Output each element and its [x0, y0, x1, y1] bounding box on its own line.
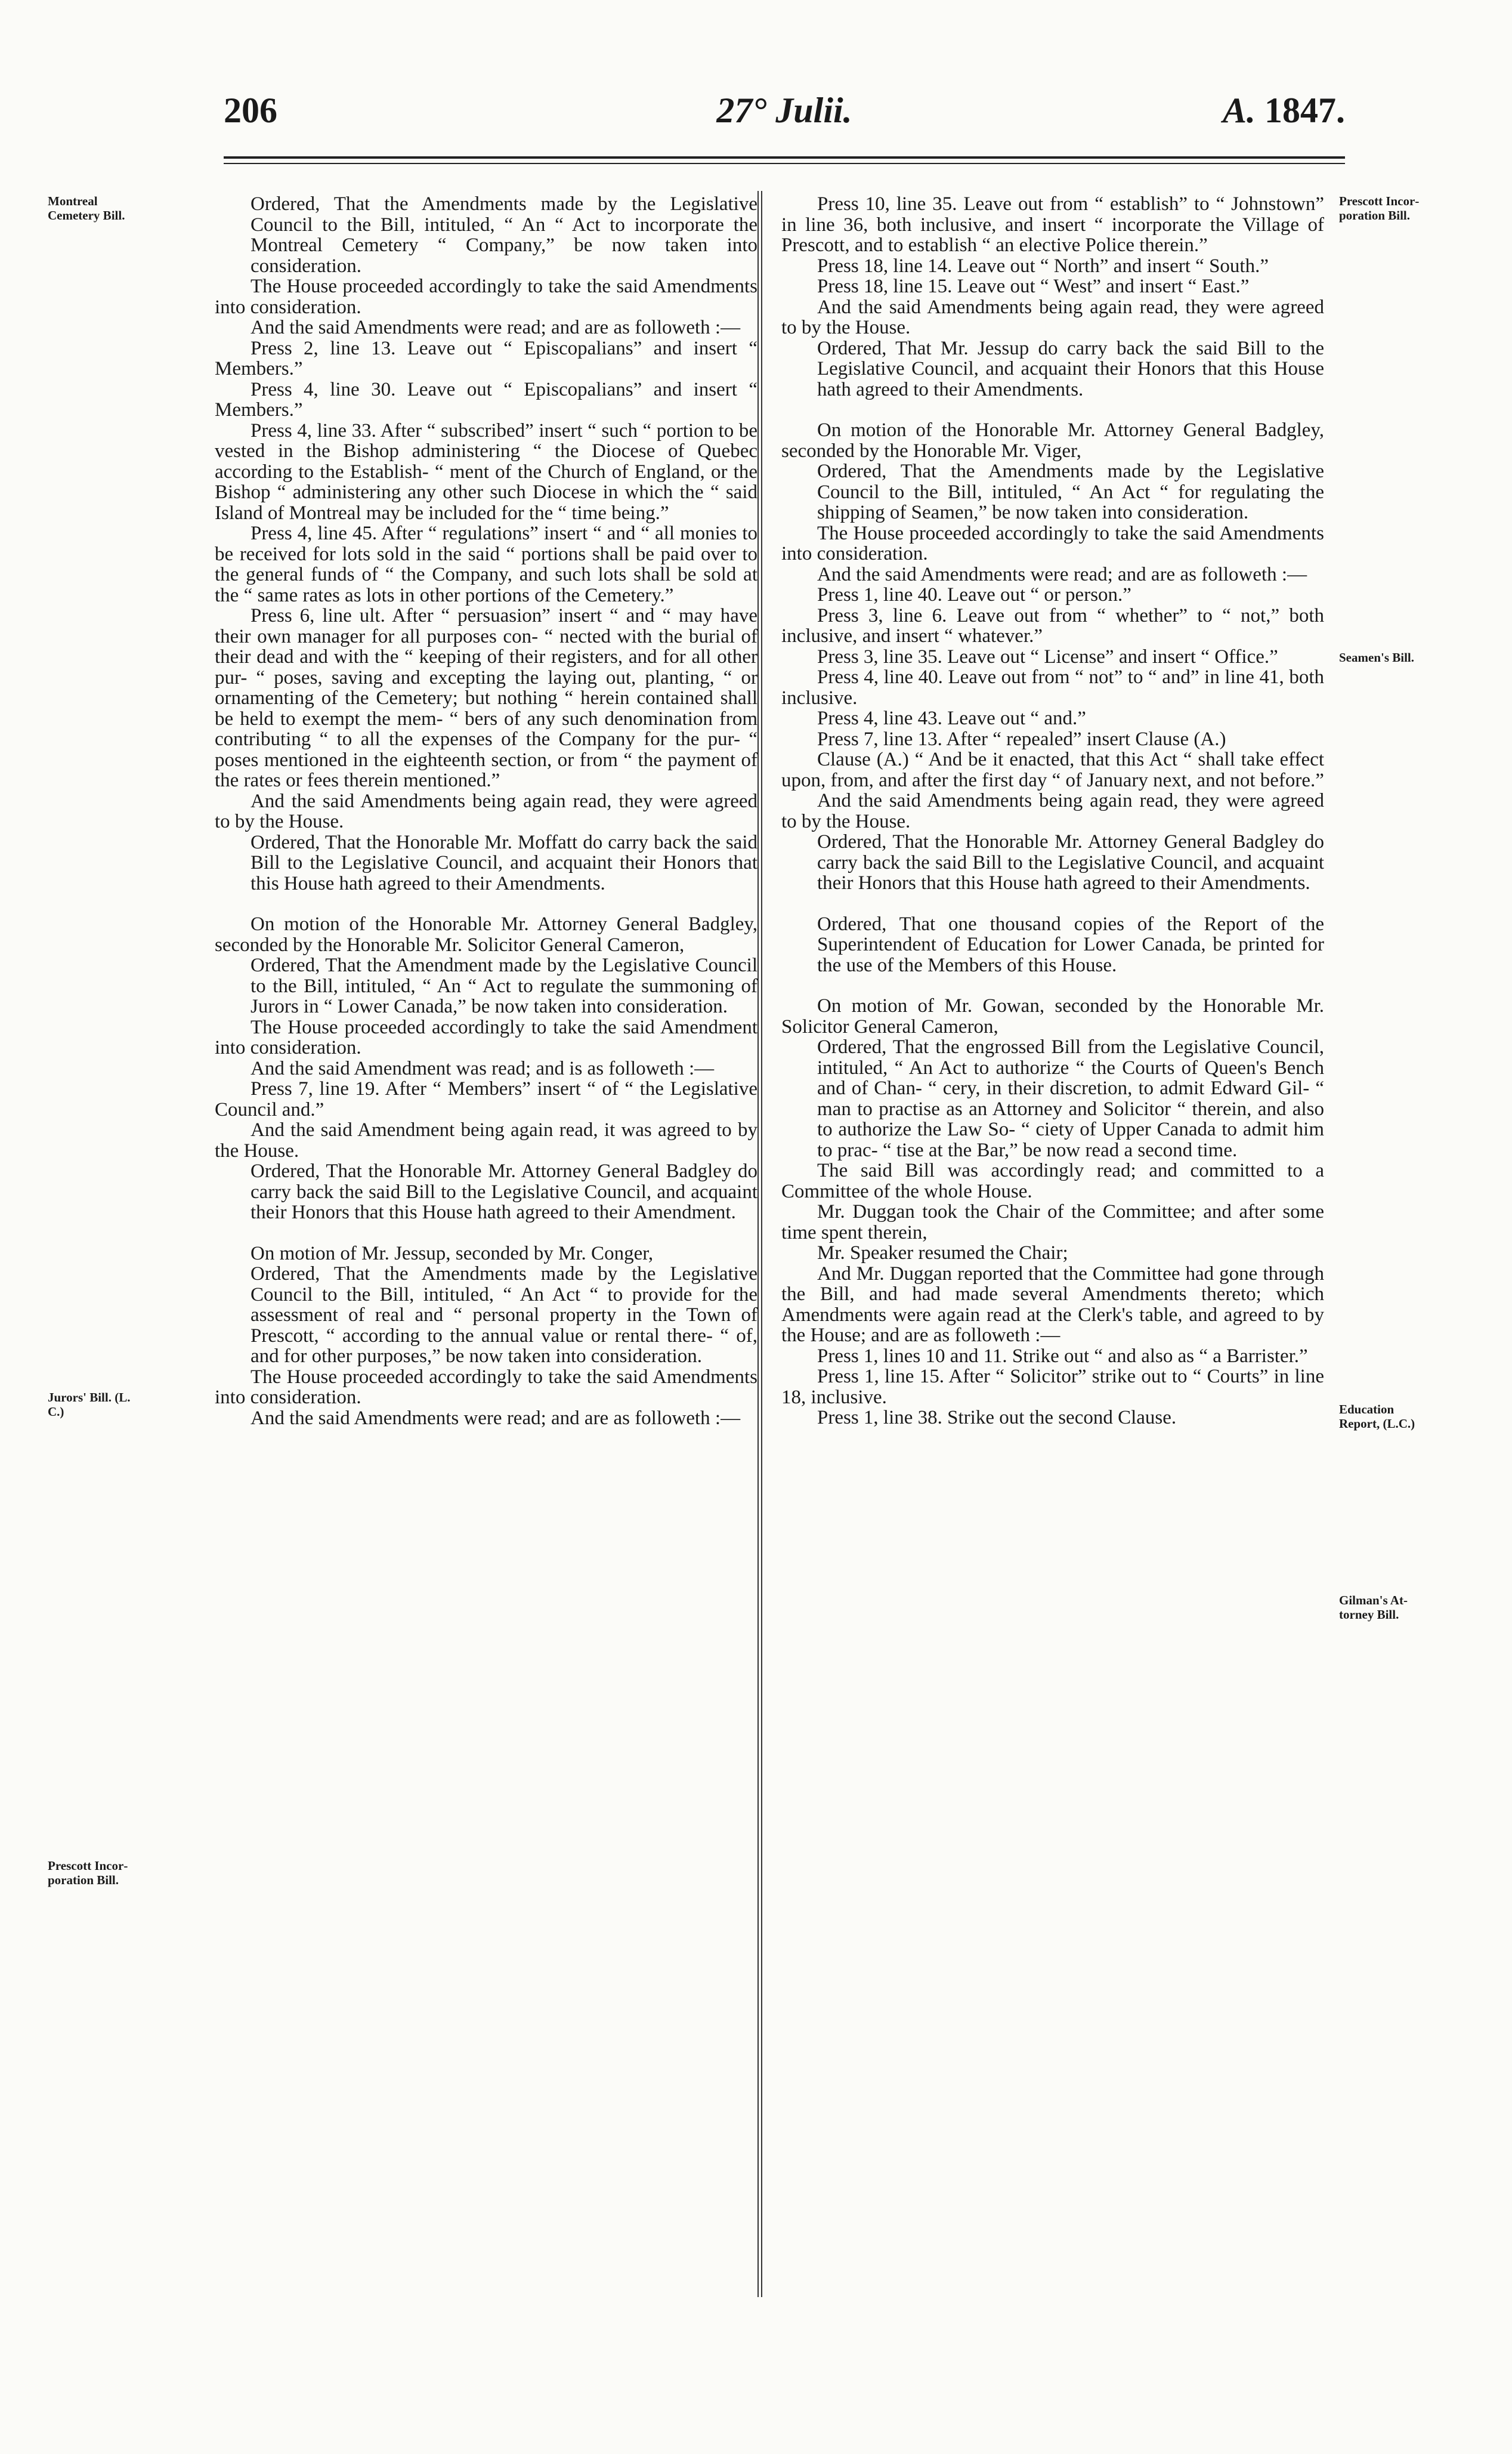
margin-note-left-3: Prescott Incorporation Bill.: [48, 1859, 128, 1887]
header-rule: [224, 156, 1345, 159]
paragraph: Ordered, That the Amendments made by the Legislative Council to the Bill, intituled, “ An Act “ to provide for the assessment of real and “ personal property in the Town of Prescott, “ according to the annual value or rental there- “ of, and for other purposes,” be now taken into consideration.: [251, 1263, 757, 1367]
paragraph: Ordered, That the engrossed Bill from the Legislative Council, intituled, “ An Act to authorize “ the Courts of Queen's Bench and of Chan- “ cery, in their discretion, to admit Edward Gil- “ man to practise as an Attorney and Solicitor “ therein, and also to authorize the Law So- “ ciety of Upper Canada to admit him to prac- “ tise at the Bar,” be now read a second time.: [817, 1036, 1324, 1161]
paragraph: And the said Amendments being again read, they were agreed to by the House.: [215, 790, 757, 832]
paragraph: Ordered, That the Amendments made by the Legislative Council to the Bill, intituled, “ An Act “ for regulating the shipping of Seamen,” be now taken into consideration.: [817, 461, 1324, 523]
paragraph: And the said Amendments being again read, they were agreed to by the House.: [781, 790, 1324, 832]
paragraph: On motion of the Honorable Mr. Attorney General Badgley, seconded by the Honorable Mr. Viger,: [781, 419, 1324, 462]
paragraph: And the said Amendments were read; and are as followeth :—: [817, 563, 1307, 585]
margin-note-right-4: Gilman's Attorney Bill.: [1339, 1593, 1408, 1622]
paragraph: Mr. Duggan took the Chair of the Committee; and after some time spent therein,: [781, 1201, 1324, 1243]
margin-note-left-1: Montreal Cemetery Bill.: [48, 194, 125, 223]
paragraph: Press 1, line 38. Strike out the second Clause.: [817, 1407, 1177, 1428]
paragraph: Ordered, That the Honorable Mr. Moffatt do carry back the said Bill to the Legislative Council, and acquaint their Honors that this House hath agreed to their Amendments.: [251, 831, 757, 894]
paragraph: Press 4, line 30. Leave out “ Episcopalians” and insert “ Members.”: [215, 378, 757, 421]
margin-note-left-2: Jurors' Bill. (L. C.): [48, 1390, 131, 1419]
margin-note-right-2: Seamen's Bill.: [1339, 650, 1415, 665]
paragraph: Press 18, line 15. Leave out “ West” and insert “ East.”: [817, 276, 1250, 297]
paragraph: Ordered, That the Amendments made by the Legislative Council to the Bill, intituled, “ An “ Act to incorporate the Montreal Cemetery “ Company,” be now taken into consideration.: [251, 193, 757, 277]
margin-note-right-1: Prescott Incorporation Bill.: [1339, 194, 1420, 223]
paragraph: Press 10, line 35. Leave out from “ establish” to “ Johnstown” in line 36, both inclusive, and insert “ incorporate the Village of Prescott, and to establish “ an elective Police therein.”: [781, 193, 1324, 256]
paragraph: On motion of Mr. Gowan, seconded by the Honorable Mr. Solicitor General Cameron,: [781, 995, 1324, 1038]
paragraph: Press 4, line 40. Leave out from “ not” to “ and” in line 41, both inclusive.: [781, 666, 1324, 709]
paragraph: And the said Amendments being again read, they were agreed to by the House.: [781, 296, 1324, 338]
paragraph: Press 7, line 13. After “ repealed” insert Clause (A.): [817, 728, 1226, 750]
paragraph: The House proceeded accordingly to take the said Amendment into consideration.: [215, 1016, 757, 1058]
left-column: [215, 194, 757, 1428]
page-year: [1223, 89, 1345, 131]
paragraph: Ordered, That Mr. Jessup do carry back the said Bill to the Legislative Council, and acquaint their Honors that this House hath agreed to their Amendments.: [817, 337, 1324, 400]
paragraph: Press 4, line 45. After “ regulations” insert “ and “ all monies to be received for lots sold in the said “ portions shall be paid over to the general funds of “ the Company, and such lots shall be sold at the “ same rates as lots in other portions of the Cemetery.”: [215, 523, 757, 606]
paragraph: The said Bill was accordingly read; and committed to a Committee of the whole House.: [781, 1160, 1324, 1202]
paragraph: Press 4, line 43. Leave out “ and.”: [817, 708, 1086, 729]
paragraph: Mr. Speaker resumed the Chair;: [817, 1242, 1068, 1264]
paragraph: The House proceeded accordingly to take the said Amendments into consideration.: [215, 1366, 757, 1408]
year-prefix: A.: [1222, 91, 1256, 130]
paragraph: Press 2, line 13. Leave out “ Episcopalians” and insert “ Members.”: [215, 337, 757, 379]
paragraph: And Mr. Duggan reported that the Committee had gone through the Bill, and had made several Amendments thereto; which Amendments were again read at the Clerk's table, and agreed to by the House; and are as followeth :—: [781, 1263, 1324, 1346]
paragraph: Press 1, lines 10 and 11. Strike out “ and also as “ a Barrister.”: [817, 1345, 1308, 1367]
header-rule-thin: [224, 163, 1345, 164]
paragraph: Ordered, That one thousand copies of the Report of the Superintendent of Education for Lower Canada, be printed for the use of the Members of this House.: [817, 913, 1324, 976]
paragraph: On motion of the Honorable Mr. Attorney General Badgley, seconded by the Honorable Mr. Solicitor General Cameron,: [215, 913, 757, 956]
paragraph: Press 3, line 35. Leave out “ License” and insert “ Office.”: [817, 646, 1278, 668]
paragraph: Ordered, That the Amendment made by the Legislative Council to the Bill, intituled, “ An “ Act to regulate the summoning of Jurors in “ Lower Canada,” be now taken into consideration.: [251, 955, 757, 1017]
paragraph: The House proceeded accordingly to take the said Amendments into consideration.: [781, 522, 1324, 564]
paragraph: Press 4, line 33. After “ subscribed” insert “ such “ portion to be vested in the Bishop administering “ the Diocese of Quebec according to the Establish- “ ment of the Church of England, or the Bishop “ administering any other such Diocese in which the “ said Island of Montreal may be included for the “ time being.”: [215, 419, 757, 524]
paragraph: Press 3, line 6. Leave out from “ whether” to “ not,” both inclusive, and insert “ whatever.”: [781, 604, 1324, 647]
paragraph: And the said Amendments were read; and are as followeth :—: [251, 1407, 741, 1429]
page-date: 27° Julii.: [716, 91, 852, 130]
paragraph: Ordered, That the Honorable Mr. Attorney General Badgley do carry back the said Bill to the Legislative Council, and acquaint their Honors that this House hath agreed to their Amendment.: [251, 1160, 757, 1223]
page-number: 206: [224, 91, 277, 130]
paragraph: Press 1, line 15. After “ Solicitor” strike out to “ Courts” in line 18, inclusive.: [781, 1366, 1324, 1408]
paragraph: Press 1, line 40. Leave out “ or person.”: [817, 584, 1131, 606]
margin-note-right-3: Education Report, (L.C.): [1339, 1402, 1415, 1431]
paragraph: Press 7, line 19. After “ Members” insert “ of “ the Legislative Council and.”: [215, 1078, 757, 1120]
paragraph: On motion of Mr. Jessup, seconded by Mr. Conger,: [251, 1242, 654, 1264]
paragraph: Ordered, That the Honorable Mr. Attorney General Badgley do carry back the said Bill to the Legislative Council, and acquaint their Honors that this House hath agreed to their Amendments.: [817, 831, 1324, 894]
column-divider: [757, 191, 762, 2297]
paragraph: Press 6, line ult. After “ persuasion” insert “ and “ may have their own manager for all purposes con- “ nected with the burial of their dead and with the “ keeping of their registers, and for all other pur- “ poses, saving and excepting the laying out, planting, “ or ornamenting of the Cemetery; but nothing “ herein contained shall be held to exempt the mem- “ bers of any such denomination from contributing “ to all the expenses of the Company for the pur- “ poses mentioned in the eighteenth section, or from “ the payment of the rates or fees therein mentioned.”: [215, 605, 757, 791]
paragraph: And the said Amendment was read; and is as followeth :—: [251, 1057, 715, 1079]
year-value: 1847.: [1264, 91, 1345, 130]
paragraph: And the said Amendments were read; and are as followeth :—: [251, 317, 741, 338]
paragraph: Press 18, line 14. Leave out “ North” and insert “ South.”: [817, 255, 1269, 277]
right-column: [781, 194, 1324, 1428]
paragraph: And the said Amendment being again read, it was agreed to by the House.: [215, 1119, 757, 1162]
paragraph: The House proceeded accordingly to take the said Amendments into consideration.: [215, 276, 757, 318]
page-header: [224, 89, 1345, 137]
paragraph: Clause (A.) “ And be it enacted, that this Act “ shall take effect upon, from, and after the first day “ of January next, and not before.”: [781, 749, 1324, 791]
